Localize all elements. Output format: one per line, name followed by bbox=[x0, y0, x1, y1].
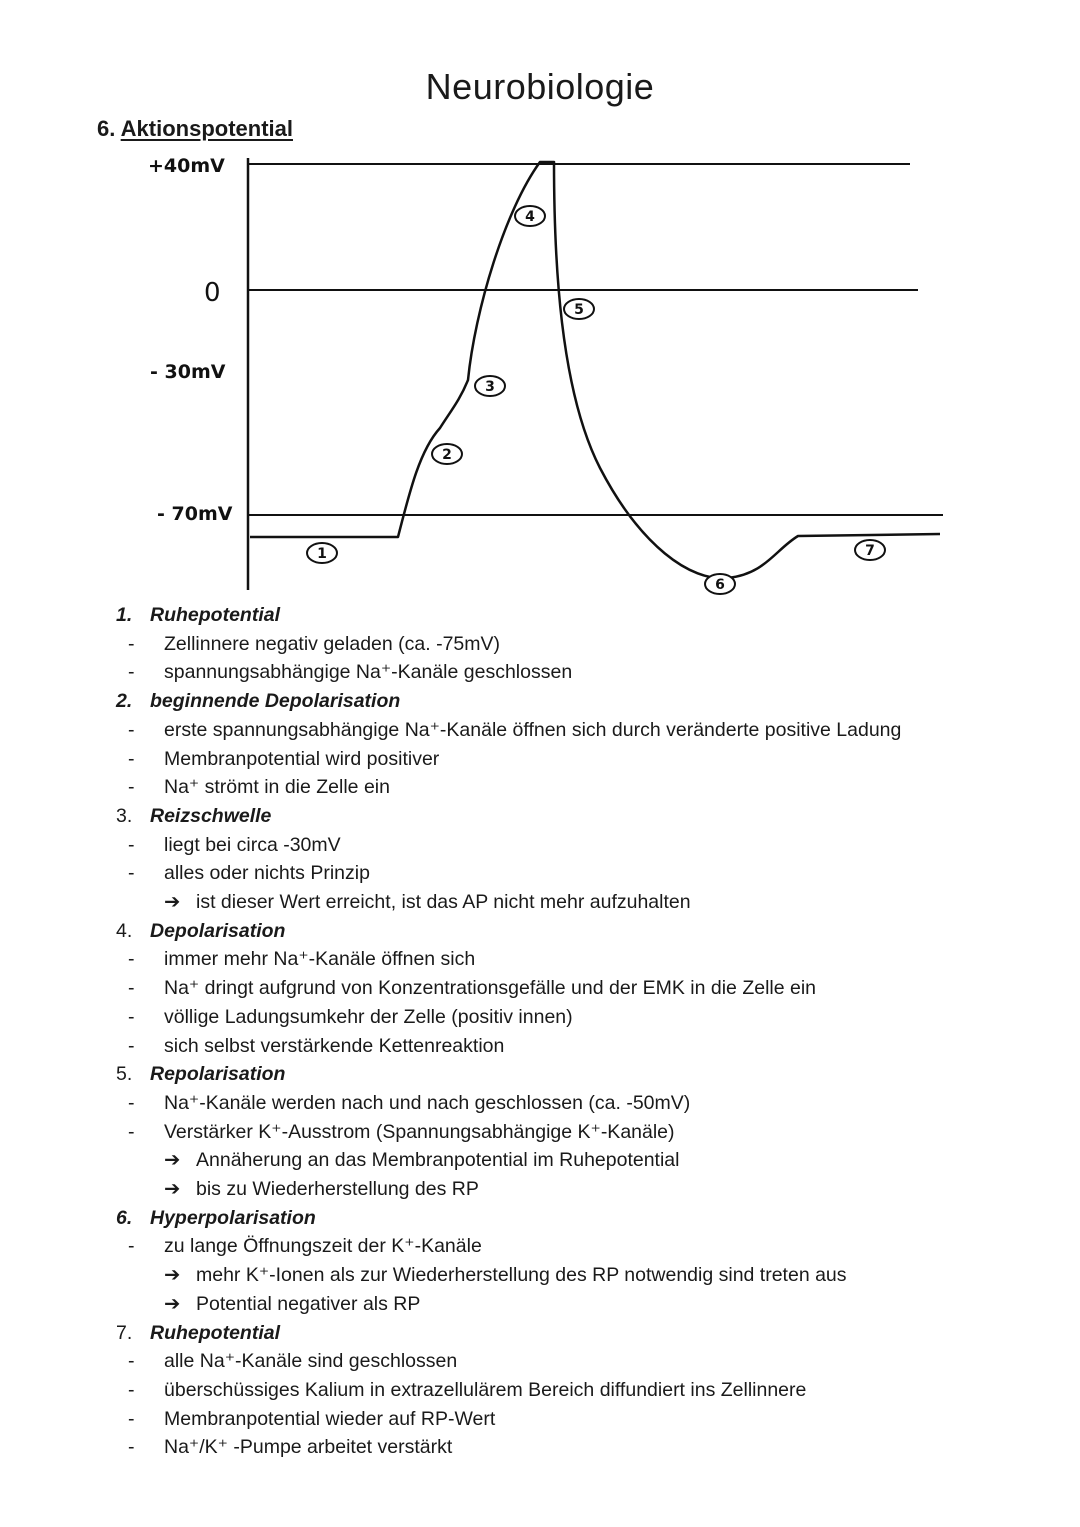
bullet-text: Membranpotential wird positiver bbox=[164, 747, 440, 770]
dash-icon: - bbox=[128, 1235, 135, 1258]
note-item bbox=[116, 1060, 1016, 1204]
arrow-point bbox=[116, 1146, 1016, 1175]
note-item-title: Ruhepotential bbox=[150, 604, 280, 626]
note-item-heading bbox=[116, 917, 1016, 946]
svg-text:4: 4 bbox=[525, 209, 535, 225]
arrow-text: bis zu Wiederherstellung des RP bbox=[196, 1178, 479, 1201]
dash-icon: - bbox=[128, 833, 135, 856]
bullet-text: sich selbst verstärkende Kettenreaktion bbox=[164, 1034, 505, 1057]
bullet-point bbox=[116, 974, 1016, 1003]
dash-icon: - bbox=[128, 1034, 135, 1057]
phase-marker-4 bbox=[515, 206, 545, 226]
arrow-icon: ➔ bbox=[164, 1178, 181, 1201]
svg-text:3: 3 bbox=[485, 379, 495, 395]
dash-icon: - bbox=[128, 1378, 135, 1401]
arrow-point bbox=[116, 888, 1016, 917]
arrow-icon: ➔ bbox=[164, 1264, 181, 1287]
dash-icon: - bbox=[128, 977, 135, 1000]
arrow-text: Annäherung an das Membranpotential im Ruhepotential bbox=[196, 1149, 680, 1172]
arrow-text: mehr K⁺-Ionen als zur Wiederherstellung des RP notwendig sind treten aus bbox=[196, 1264, 847, 1287]
phase-marker-6 bbox=[705, 574, 735, 594]
bullet-point bbox=[116, 1118, 1016, 1147]
note-item-number: 2. bbox=[116, 690, 133, 713]
bullet-text: Na⁺ strömt in die Zelle ein bbox=[164, 776, 390, 799]
svg-text:6: 6 bbox=[715, 577, 725, 593]
bullet-point bbox=[116, 745, 1016, 774]
axis-label-zero: 0 bbox=[204, 278, 221, 308]
note-item-title: Reizschwelle bbox=[150, 804, 272, 827]
note-item-number: 4. bbox=[116, 919, 133, 942]
note-item-title: beginnende Depolarisation bbox=[150, 690, 401, 713]
phase-marker-1 bbox=[307, 543, 337, 563]
note-item bbox=[116, 601, 1016, 687]
arrow-point bbox=[116, 1290, 1016, 1319]
bullet-point bbox=[116, 1347, 1016, 1376]
svg-text:2: 2 bbox=[442, 447, 452, 463]
bullet-text: spannungsabhängige Na⁺-Kanäle geschlossen bbox=[164, 661, 573, 684]
note-item bbox=[116, 802, 1016, 917]
dash-icon: - bbox=[128, 1436, 135, 1459]
bullet-point bbox=[116, 859, 1016, 888]
phase-marker-2 bbox=[432, 444, 462, 464]
phase-marker-3 bbox=[475, 376, 505, 396]
note-item-heading bbox=[116, 802, 1016, 831]
bullet-text: alle Na⁺-Kanäle sind geschlossen bbox=[164, 1350, 458, 1373]
axis-label-minus30: - 30mV bbox=[150, 361, 226, 383]
dash-icon: - bbox=[128, 1120, 135, 1143]
bullet-point bbox=[116, 630, 1016, 659]
note-item-title: Hyperpolarisation bbox=[150, 1206, 316, 1229]
arrow-icon: ➔ bbox=[164, 1149, 181, 1172]
dash-icon: - bbox=[128, 718, 135, 741]
bullet-point bbox=[116, 945, 1016, 974]
note-item-heading bbox=[116, 1060, 1016, 1089]
bullet-point bbox=[116, 1376, 1016, 1405]
dash-icon: - bbox=[128, 747, 135, 770]
note-item-number: 1. bbox=[116, 604, 133, 626]
arrow-text: Potential negativer als RP bbox=[196, 1292, 421, 1315]
bullet-point bbox=[116, 831, 1016, 860]
action-potential-diagram bbox=[0, 150, 1080, 600]
phase-marker-7 bbox=[855, 540, 885, 560]
bullet-text: Na⁺ dringt aufgrund von Konzentrationsgefälle und der EMK in die Zelle ein bbox=[164, 977, 817, 1000]
dash-icon: - bbox=[128, 948, 135, 971]
bullet-point bbox=[116, 1003, 1016, 1032]
bullet-point bbox=[116, 1433, 1016, 1462]
note-item-heading bbox=[116, 601, 1016, 630]
axis-label-minus70: - 70mV bbox=[157, 503, 233, 525]
bullet-text: Membranpotential wieder auf RP-Wert bbox=[164, 1407, 496, 1430]
dash-icon: - bbox=[128, 862, 135, 885]
bullet-text: Na⁺-Kanäle werden nach und nach geschlossen (ca. -50mV) bbox=[164, 1091, 691, 1114]
arrow-point bbox=[116, 1175, 1016, 1204]
arrow-icon: ➔ bbox=[164, 1292, 181, 1315]
dash-icon: - bbox=[128, 776, 135, 799]
bullet-text: Verstärker K⁺-Ausstrom (Spannungsabhängige K⁺-Kanäle) bbox=[164, 1120, 675, 1143]
bullet-text: überschüssiges Kalium in extrazellulärem Bereich diffundiert ins Zellinnere bbox=[164, 1378, 807, 1401]
bullet-text: Na⁺/K⁺ -Pumpe arbeitet verstärkt bbox=[164, 1436, 453, 1459]
notes-list bbox=[116, 601, 1016, 1462]
dash-icon: - bbox=[128, 1407, 135, 1430]
note-item-heading bbox=[116, 1319, 1016, 1348]
bullet-point bbox=[116, 1405, 1016, 1434]
svg-text:1: 1 bbox=[317, 546, 327, 562]
bullet-point bbox=[116, 658, 1016, 687]
bullet-text: Zellinnere negativ geladen (ca. -75mV) bbox=[164, 632, 501, 655]
note-item bbox=[116, 1319, 1016, 1463]
bullet-point bbox=[116, 1032, 1016, 1061]
bullet-text: völlige Ladungsumkehr der Zelle (positiv innen) bbox=[164, 1005, 573, 1028]
note-item-title: Ruhepotential bbox=[150, 1321, 280, 1344]
section-number: 6. bbox=[97, 116, 116, 141]
bullet-text: immer mehr Na⁺-Kanäle öffnen sich bbox=[164, 948, 476, 971]
bullet-text: liegt bei circa -30mV bbox=[164, 833, 341, 856]
dash-icon: - bbox=[128, 661, 135, 684]
dash-icon: - bbox=[128, 632, 135, 655]
bullet-point bbox=[116, 773, 1016, 802]
section-heading bbox=[97, 116, 293, 142]
bullet-point bbox=[116, 716, 1016, 745]
note-item bbox=[116, 687, 1016, 802]
page-title: Neurobiologie bbox=[425, 66, 655, 107]
note-item-heading bbox=[116, 1204, 1016, 1233]
svg-text:5: 5 bbox=[574, 302, 584, 318]
dash-icon: - bbox=[128, 1005, 135, 1028]
arrow-icon: ➔ bbox=[164, 891, 181, 914]
note-item-number: 6. bbox=[116, 1206, 133, 1229]
bullet-text: alles oder nichts Prinzip bbox=[164, 862, 370, 885]
phase-marker-5 bbox=[564, 299, 594, 319]
bullet-point bbox=[116, 1089, 1016, 1118]
note-item-heading bbox=[116, 687, 1016, 716]
bullet-text: erste spannungsabhängige Na⁺-Kanäle öffnen sich durch veränderte positive Ladung bbox=[164, 718, 902, 741]
note-item-number: 7. bbox=[116, 1321, 133, 1344]
bullet-text: zu lange Öffnungszeit der K⁺-Kanäle bbox=[164, 1235, 482, 1258]
note-item bbox=[116, 917, 1016, 1061]
note-item-number: 3. bbox=[116, 804, 133, 827]
arrow-text: ist dieser Wert erreicht, ist das AP nicht mehr aufzuhalten bbox=[196, 891, 691, 914]
arrow-point bbox=[116, 1261, 1016, 1290]
section-title: Aktionspotential bbox=[120, 116, 293, 141]
dash-icon: - bbox=[128, 1091, 135, 1114]
note-item bbox=[116, 1204, 1016, 1319]
bullet-point bbox=[116, 1232, 1016, 1261]
svg-text:7: 7 bbox=[865, 543, 875, 559]
note-item-title: Depolarisation bbox=[150, 919, 286, 942]
note-item-title: Repolarisation bbox=[150, 1063, 286, 1086]
dash-icon: - bbox=[128, 1350, 135, 1373]
note-item-number: 5. bbox=[116, 1063, 133, 1086]
axis-label-plus40: +40mV bbox=[148, 155, 225, 177]
